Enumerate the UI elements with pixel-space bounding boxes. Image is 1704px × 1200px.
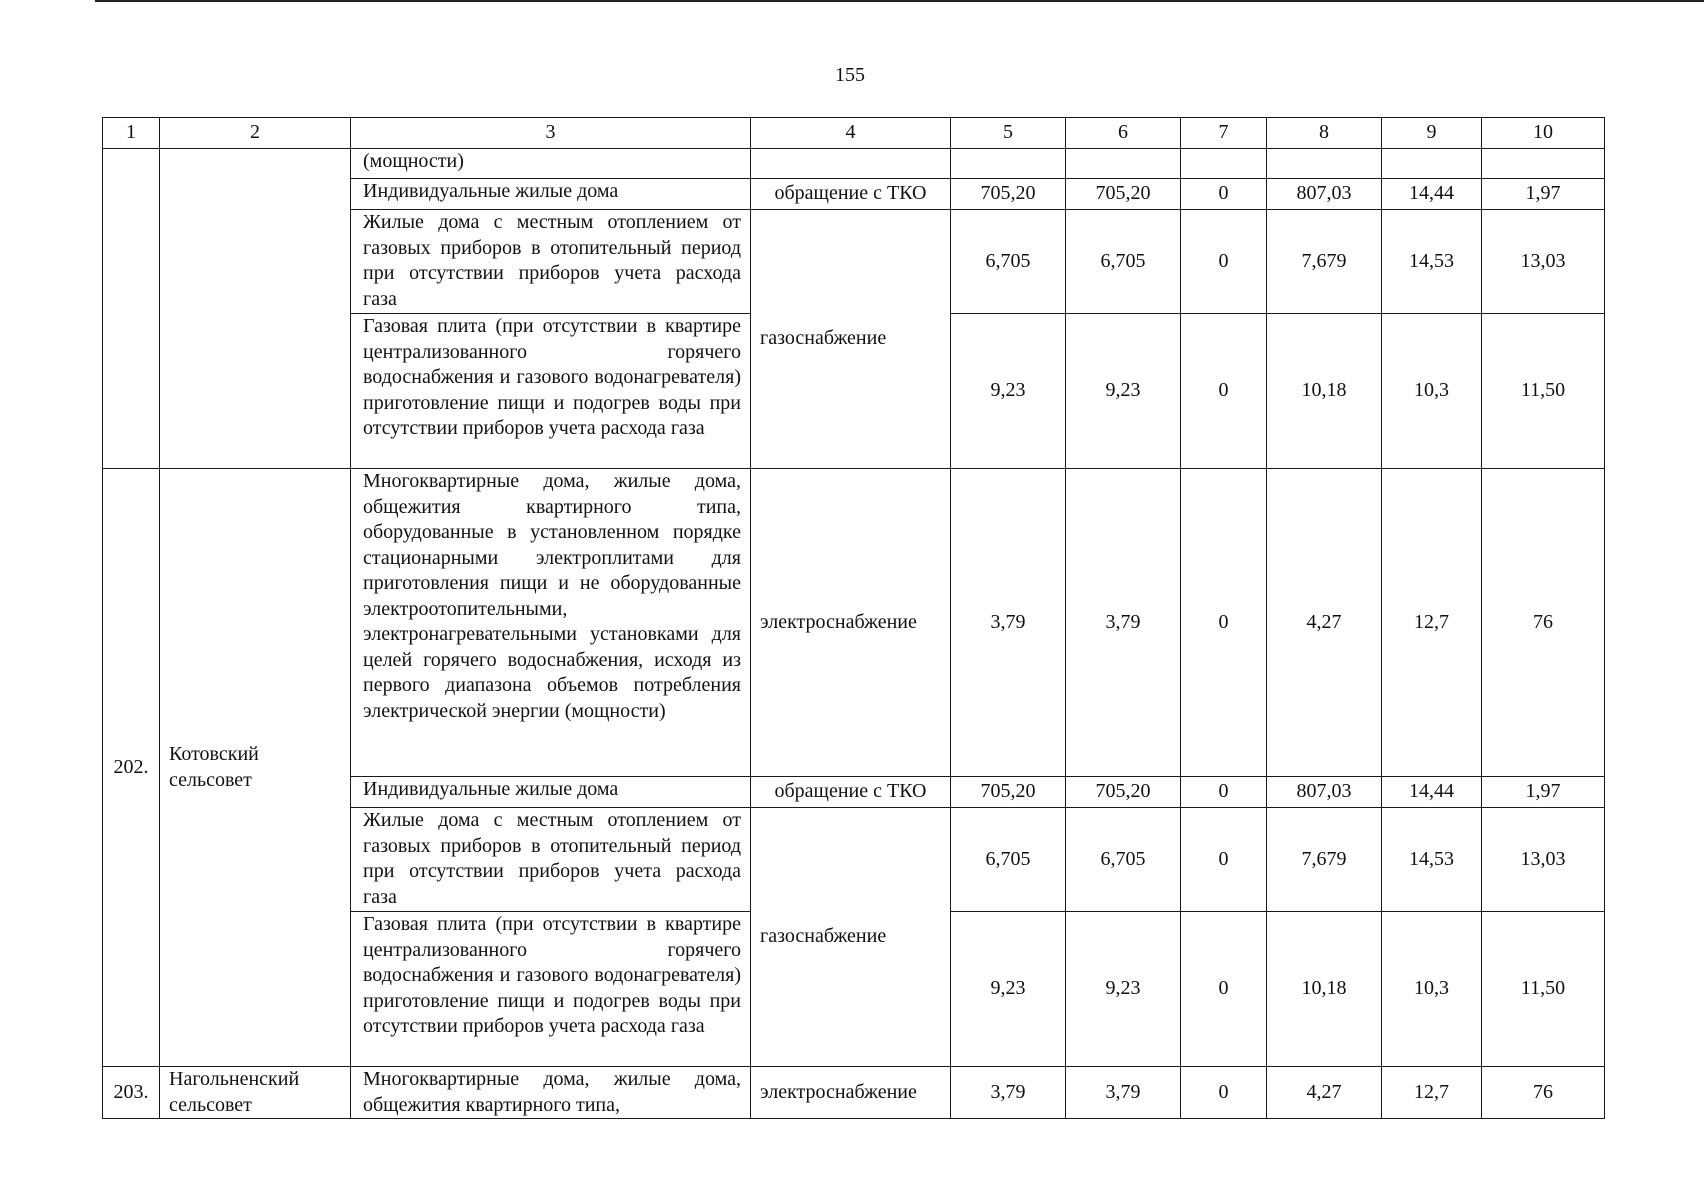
value-cell <box>1382 149 1482 179</box>
value-cell: 3,79 <box>1066 469 1181 777</box>
value-cell: 76 <box>1482 1067 1605 1119</box>
description-cell: Газовая плита (при отсутствии в квартире централизованного горячего водоснабжения и газового водонагревателя) приготовление пищи и подогрев воды при отсутствии приборов учета расхода газа <box>351 912 751 1067</box>
value-cell: 11,50 <box>1482 314 1605 469</box>
value-cell: 6,705 <box>951 210 1066 314</box>
value-cell: 0 <box>1181 912 1267 1067</box>
table-row <box>103 1067 1605 1119</box>
description-cell: Многоквартирные дома, жилые дома, общежития квартирного типа, <box>351 1067 751 1119</box>
service-cell: газоснабжение <box>751 210 951 469</box>
value-cell: 13,03 <box>1482 808 1605 912</box>
value-cell <box>1482 149 1605 179</box>
value-cell: 0 <box>1181 777 1267 808</box>
value-cell: 0 <box>1181 314 1267 469</box>
description-cell: Газовая плита (при отсутствии в квартире централизованного горячего водоснабжения и газового водонагревателя) приготовление пищи и подогрев воды при отсутствии приборов учета расхода газа <box>351 314 751 469</box>
value-cell: 3,79 <box>951 1067 1066 1119</box>
page-number: 155 <box>835 64 865 86</box>
value-cell: 0 <box>1181 808 1267 912</box>
table-row <box>103 469 1605 777</box>
value-cell: 705,20 <box>1066 777 1181 808</box>
value-cell: 14,44 <box>1382 777 1482 808</box>
header-cell: 5 <box>951 118 1066 149</box>
value-cell: 14,53 <box>1382 210 1482 314</box>
description-cell: Жилые дома с местным отоплением от газовых приборов в отопительный период при отсутствии приборов учета расхода газа <box>351 210 751 314</box>
value-cell: 10,18 <box>1267 314 1382 469</box>
name-cell <box>160 149 351 469</box>
value-cell: 0 <box>1181 210 1267 314</box>
value-cell: 76 <box>1482 469 1605 777</box>
header-cell: 4 <box>751 118 951 149</box>
value-cell: 0 <box>1181 179 1267 210</box>
header-row <box>103 118 1605 149</box>
header-cell: 9 <box>1382 118 1482 149</box>
value-cell: 12,7 <box>1382 469 1482 777</box>
service-cell: газоснабжение <box>751 808 951 1067</box>
description-cell: Индивидуальные жилые дома <box>351 777 751 808</box>
service-cell <box>751 149 951 179</box>
value-cell: 11,50 <box>1482 912 1605 1067</box>
value-cell: 705,20 <box>1066 179 1181 210</box>
header-cell: 3 <box>351 118 751 149</box>
value-cell: 705,20 <box>951 777 1066 808</box>
value-cell: 14,44 <box>1382 179 1482 210</box>
value-cell <box>1181 149 1267 179</box>
description-cell: Жилые дома с местным отоплением от газовых приборов в отопительный период при отсутствии приборов учета расхода газа <box>351 808 751 912</box>
description-cell: Индивидуальные жилые дома <box>351 179 751 210</box>
value-cell: 10,3 <box>1382 912 1482 1067</box>
name-cell: Нагольненский сельсовет <box>160 1067 351 1119</box>
value-cell: 13,03 <box>1482 210 1605 314</box>
value-cell: 807,03 <box>1267 777 1382 808</box>
value-cell: 14,53 <box>1382 808 1482 912</box>
tariff-table <box>102 117 1605 1119</box>
value-cell: 10,3 <box>1382 314 1482 469</box>
service-cell: обращение с ТКО <box>751 179 951 210</box>
header-cell: 6 <box>1066 118 1181 149</box>
value-cell: 12,7 <box>1382 1067 1482 1119</box>
number-cell: 203. <box>103 1067 160 1119</box>
top-rule <box>95 0 1704 2</box>
number-cell: 202. <box>103 469 160 1067</box>
value-cell: 7,679 <box>1267 210 1382 314</box>
value-cell: 3,79 <box>951 469 1066 777</box>
service-cell: обращение с ТКО <box>751 777 951 808</box>
value-cell: 9,23 <box>1066 912 1181 1067</box>
value-cell: 6,705 <box>1066 808 1181 912</box>
header-cell: 2 <box>160 118 351 149</box>
value-cell: 1,97 <box>1482 777 1605 808</box>
description-cell: Многоквартирные дома, жилые дома, общежития квартирного типа, оборудованные в установленном порядке стационарными электроплитами для приготовления пищи и не оборудованные электроотопительными, электронагревательными установками для целей горячего водоснабжения, исходя из первого диапазона объемов потребления электрической энергии (мощности) <box>351 469 751 777</box>
service-cell: электроснабжение <box>751 1067 951 1119</box>
description-cell: (мощности) <box>351 149 751 179</box>
value-cell <box>951 149 1066 179</box>
value-cell: 9,23 <box>1066 314 1181 469</box>
table-row <box>103 149 1605 179</box>
value-cell: 3,79 <box>1066 1067 1181 1119</box>
value-cell: 4,27 <box>1267 469 1382 777</box>
header-cell: 7 <box>1181 118 1267 149</box>
service-cell: электроснабжение <box>751 469 951 777</box>
value-cell: 0 <box>1181 469 1267 777</box>
header-cell: 10 <box>1482 118 1605 149</box>
value-cell: 7,679 <box>1267 808 1382 912</box>
value-cell: 6,705 <box>951 808 1066 912</box>
value-cell: 9,23 <box>951 912 1066 1067</box>
value-cell: 4,27 <box>1267 1067 1382 1119</box>
value-cell: 1,97 <box>1482 179 1605 210</box>
value-cell <box>1267 149 1382 179</box>
header-cell: 8 <box>1267 118 1382 149</box>
number-cell <box>103 149 160 469</box>
value-cell: 9,23 <box>951 314 1066 469</box>
value-cell: 6,705 <box>1066 210 1181 314</box>
value-cell: 0 <box>1181 1067 1267 1119</box>
value-cell: 705,20 <box>951 179 1066 210</box>
value-cell <box>1066 149 1181 179</box>
header-cell: 1 <box>103 118 160 149</box>
name-cell: Котовский сельсовет <box>160 469 351 1067</box>
value-cell: 10,18 <box>1267 912 1382 1067</box>
value-cell: 807,03 <box>1267 179 1382 210</box>
